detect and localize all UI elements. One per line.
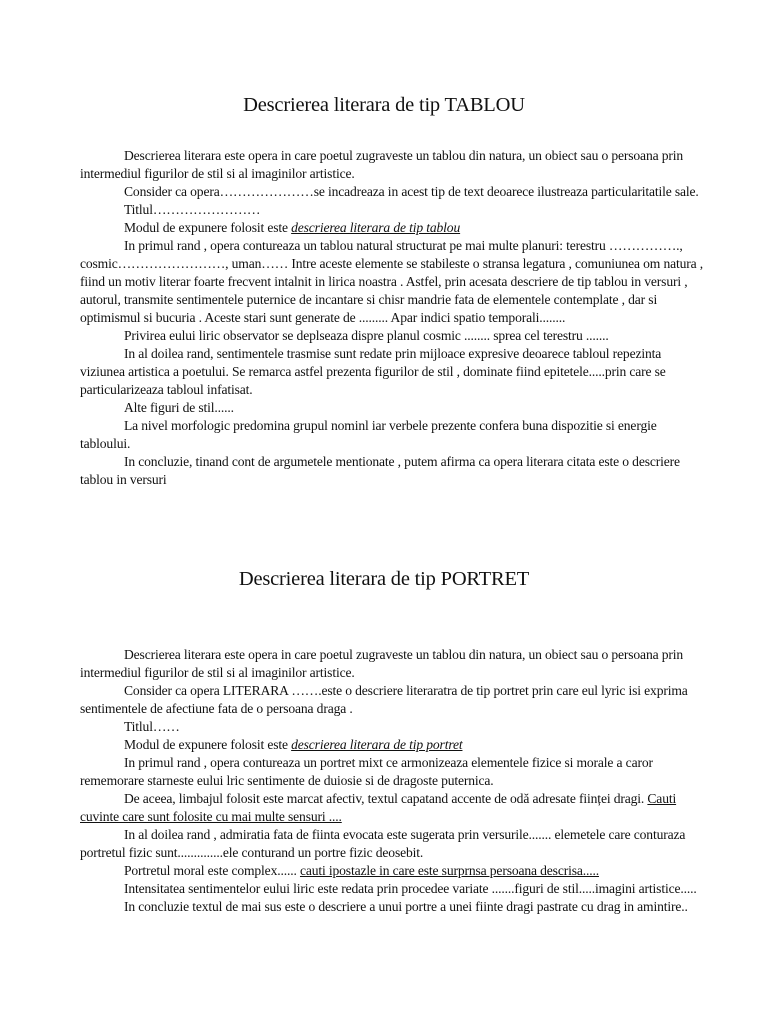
tablou-section	[80, 147, 705, 489]
portret-paragraph-limbaj	[80, 790, 705, 826]
portret-mod-expunere-emphasis: descrierea literara de tip portret	[291, 737, 463, 752]
tablou-paragraph-definition: Descrierea literara este opera in care poetul zugraveste un tablou din natura, un obiect sau o persoana prin intermediul figurilor de stil si al imaginilor artistice.	[80, 148, 684, 181]
portret-moral-text: Portretul moral este complex......	[124, 863, 300, 878]
portret-title: Descrierea literara de tip PORTRET	[238, 568, 530, 590]
tablou-title: Descrierea literara de tip TABLOU	[243, 94, 525, 116]
tablou-paragraph-al-doilea-rand: In al doilea rand, sentimentele trasmise sunt redate prin mijloace expresive deoarece tabloul repezinta viziunea artistica a poetului. Se remarca astfel prezenta figurilor de stil , dominate fiind epitetele.....prin care se particularizeaza tabloul infatisat.	[80, 346, 666, 397]
tablou-paragraph-concluzie: In concluzie, tinand cont de argumetele mentionate , putem afirma ca opera literara citata este o descriere tablou in versuri	[80, 454, 680, 487]
portret-paragraph-primul-rand: In primul rand , opera contureaza un portret mixt ce armonizeaza elementele fizice si morale a caror rememorare starneste eului lric sentimente de duiosie si de dragoste puternica.	[80, 755, 653, 788]
portret-paragraph-opera: Consider ca opera LITERARA …….este o descriere literaratra de tip portret prin care eul lyric isi exprima sentimentele de afectiune fata de o persoana draga .	[80, 683, 688, 716]
portret-paragraph-titlul: Titlul……	[124, 719, 180, 734]
tablou-paragraph-morfologic: La nivel morfologic predomina grupul nominl iar verbele prezente confera buna dispozitie si energie tabloului.	[80, 418, 657, 451]
portret-paragraph-intensitate: Intensitatea sentimentelor eului liric este redata prin procedee variate .......figuri de stil.....imagini artistice.....	[124, 881, 697, 896]
portret-limbaj-hint: Cauti cuvinte care sunt folosite cu mai multe sensuri ....	[80, 791, 677, 824]
tablou-paragraph-primul-rand: In primul rand , opera contureaza un tablou natural structurat pe mai multe planuri: terestru ……………., cosmic……………………, uman…… Intre aceste elemente se stabileste o stransa legatura , comuniunea om natura , fiind un motiv literar foarte frecvent intalnit in lirica noastra . Astfel, prin acesata descriere de tip tablou in versuri , autorul, transmite sentimentele puternice de incantare si chisr mandrie fata de elementele contemplate , dar si optimismul si bucuria . Aceste stari sunt generate de ......... Apar indici spatio temporali........	[80, 238, 704, 325]
portret-paragraph-moral	[80, 862, 705, 880]
portret-limbaj-text: De aceea, limbajul folosit este marcat afectiv, textul capatand accente de odă adresate ființei dragi.	[124, 791, 648, 806]
tablou-paragraph-mod-expunere	[80, 219, 705, 237]
portret-paragraph-definition: Descrierea literara este opera in care poetul zugraveste un tablou din natura, un obiect sau o persoana prin intermediul figurilor de stil si al imaginilor artistice.	[80, 647, 684, 680]
portret-paragraph-mod-expunere	[80, 736, 705, 754]
portret-section	[80, 646, 705, 916]
tablou-paragraph-opera: Consider ca opera…………………se incadreaza in acest tip de text deoarece ilustreaza particularitatile sale.	[124, 184, 699, 199]
portret-paragraph-al-doilea-rand: In al doilea rand , admiratia fata de fiinta evocata este sugerata prin versurile....... elemetele care conturaza portretul fizic sunt..............ele conturand un portre fizic deosebit.	[80, 827, 686, 860]
tablou-paragraph-privirea: Privirea eului liric observator se deplseaza dispre planul cosmic ........ sprea cel terestru .......	[124, 328, 609, 343]
tablou-mod-expunere-text: Modul de expunere folosit este	[124, 220, 292, 235]
portret-paragraph-concluzie: In concluzie textul de mai sus este o descriere a unui portre a unei fiinte dragi pastrate cu drag in amintire..	[124, 899, 688, 914]
tablou-paragraph-titlul: Titlul……………………	[124, 202, 261, 217]
portret-moral-hint: cauti ipostazle in care este surprnsa persoana descrisa.....	[299, 863, 599, 878]
portret-mod-expunere-text: Modul de expunere folosit este	[124, 737, 292, 752]
tablou-paragraph-alte-figuri: Alte figuri de stil......	[124, 400, 234, 415]
tablou-mod-expunere-emphasis: descrierea literara de tip tablou	[291, 220, 461, 235]
